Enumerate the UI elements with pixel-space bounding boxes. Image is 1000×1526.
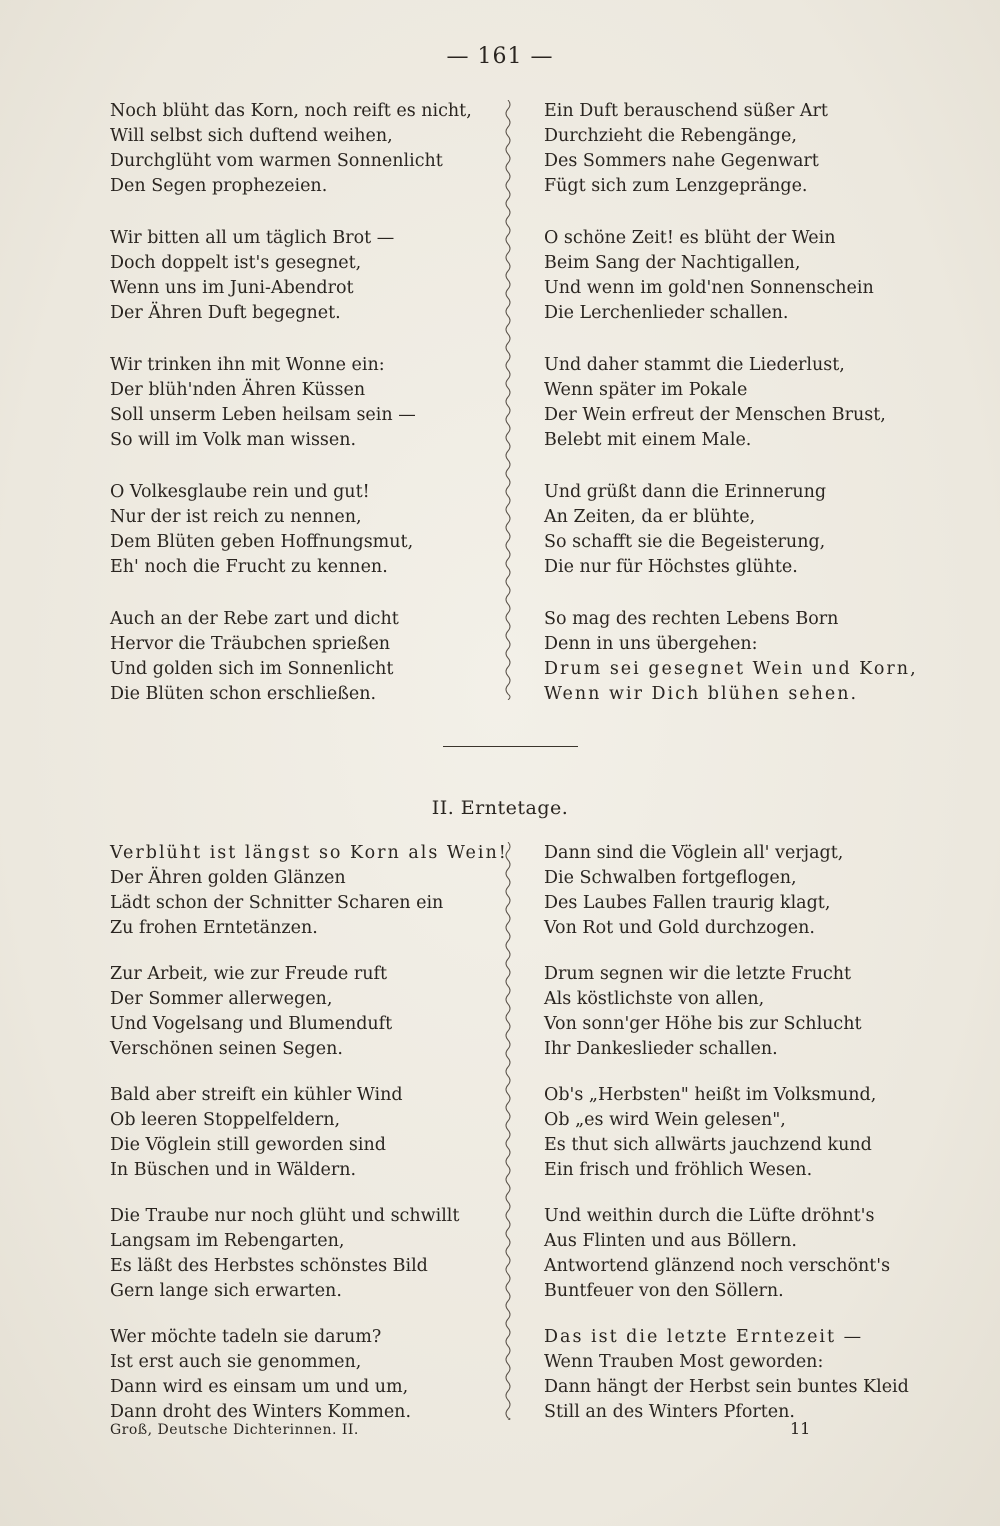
verse-line: Noch blüht das Korn, noch reift es nicht, bbox=[110, 101, 472, 121]
verse-line: Langsam im Rebengarten, bbox=[110, 1231, 345, 1251]
poem-part2-right-column bbox=[544, 841, 944, 1425]
verse-line: Ein Duft berauschend süßer Art bbox=[544, 101, 828, 121]
verse-line: Fügt sich zum Lenzgepränge. bbox=[544, 176, 808, 196]
stanza bbox=[110, 353, 502, 453]
verse-line: Denn in uns übergehen: bbox=[544, 634, 758, 654]
stanza bbox=[544, 607, 944, 707]
verse-line: Durchzieht die Rebengänge, bbox=[544, 126, 797, 146]
verse-line: Wer möchte tadeln sie darum? bbox=[110, 1327, 382, 1347]
verse-line: Des Sommers nahe Gegenwart bbox=[544, 151, 819, 171]
verse-line: Drum sei gesegnet Wein und Korn, bbox=[544, 659, 918, 679]
verse-line: Auch an der Rebe zart und dicht bbox=[110, 609, 399, 629]
verse-line: So will im Volk man wissen. bbox=[110, 430, 357, 450]
verse-line: Ein frisch und fröhlich Wesen. bbox=[544, 1160, 813, 1180]
verse-line: Und golden sich im Sonnenlicht bbox=[110, 659, 394, 679]
verse-line: Drum segnen wir die letzte Frucht bbox=[544, 964, 852, 984]
verse-line: Den Segen prophezeien. bbox=[110, 176, 328, 196]
verse-line: Durchglüht vom warmen Sonnenlicht bbox=[110, 151, 443, 171]
poem-part1-right-column bbox=[544, 99, 944, 707]
verse-line: Beim Sang der Nachtigallen, bbox=[544, 253, 801, 273]
verse-line: Belebt mit einem Male. bbox=[544, 430, 752, 450]
stanza bbox=[544, 1204, 944, 1304]
stanza bbox=[110, 962, 502, 1062]
verse-line: Wenn später im Pokale bbox=[544, 380, 748, 400]
verse-line: Der Ähren Duft begegnet. bbox=[110, 303, 341, 323]
stanza bbox=[544, 99, 944, 199]
verse-line: Will selbst sich duftend weihen, bbox=[110, 126, 393, 146]
verse-line: Doch doppelt ist's gesegnet, bbox=[110, 253, 362, 273]
verse-line: An Zeiten, da er blühte, bbox=[544, 507, 756, 527]
verse-line: Als köstlichste von allen, bbox=[544, 989, 765, 1009]
verse-line: Der Ähren golden Glänzen bbox=[110, 868, 346, 888]
verse-line: Dann droht des Winters Kommen. bbox=[110, 1402, 412, 1422]
verse-line: Die nur für Höchstes glühte. bbox=[544, 557, 798, 577]
verse-line: O Volkesglaube rein und gut! bbox=[110, 482, 370, 502]
stanza bbox=[110, 1325, 502, 1425]
verse-line: Und Vogelsang und Blumenduft bbox=[110, 1014, 393, 1034]
poem-part1-left-column bbox=[110, 99, 502, 707]
column-divider bbox=[498, 842, 518, 1420]
verse-line: Zur Arbeit, wie zur Freude ruft bbox=[110, 964, 387, 984]
verse-line: Dann hängt der Herbst sein buntes Kleid bbox=[544, 1377, 909, 1397]
verse-line: Es läßt des Herbstes schönstes Bild bbox=[110, 1256, 428, 1276]
verse-line: Ob „es wird Wein gelesen", bbox=[544, 1110, 786, 1130]
verse-line: Es thut sich allwärts jauchzend kund bbox=[544, 1135, 872, 1155]
verse-line: Die Lerchenlieder schallen. bbox=[544, 303, 789, 323]
verse-line: Ist erst auch sie genommen, bbox=[110, 1352, 362, 1372]
verse-line: Hervor die Träubchen sprießen bbox=[110, 634, 391, 654]
verse-line: Und wenn im gold'nen Sonnenschein bbox=[544, 278, 874, 298]
verse-line: Antwortend glänzend noch verschönt's bbox=[544, 1256, 891, 1276]
verse-line: Der Wein erfreut der Menschen Brust, bbox=[544, 405, 886, 425]
signature-mark: 11 bbox=[790, 1419, 811, 1438]
stanza bbox=[544, 480, 944, 580]
verse-line: Lädt schon der Schnitter Scharen ein bbox=[110, 893, 444, 913]
verse-line: Wenn uns im Juni-Abendrot bbox=[110, 278, 354, 298]
verse-line: Verblüht ist längst so Korn als Wein! bbox=[110, 843, 508, 863]
verse-line: So schafft sie die Begeisterung, bbox=[544, 532, 826, 552]
verse-line: Und grüßt dann die Erinnerung bbox=[544, 482, 827, 502]
verse-line: Eh' noch die Frucht zu kennen. bbox=[110, 557, 388, 577]
verse-line: So mag des rechten Lebens Born bbox=[544, 609, 839, 629]
verse-line: O schöne Zeit! es blüht der Wein bbox=[544, 228, 836, 248]
verse-line: Wir trinken ihn mit Wonne ein: bbox=[110, 355, 385, 375]
stanza bbox=[110, 99, 502, 199]
verse-line: Wenn wir Dich blühen sehen. bbox=[544, 684, 859, 704]
page-number: — 161 — bbox=[446, 44, 554, 69]
stanza bbox=[544, 1325, 944, 1425]
verse-line: Gern lange sich erwarten. bbox=[110, 1281, 342, 1301]
stanza bbox=[544, 841, 944, 941]
verse-line: Aus Flinten und aus Böllern. bbox=[544, 1231, 797, 1251]
verse-line: Und daher stammt die Liederlust, bbox=[544, 355, 845, 375]
verse-line: Dann sind die Vöglein all' verjagt, bbox=[544, 843, 844, 863]
verse-line: Ob's „Herbsten" heißt im Volksmund, bbox=[544, 1085, 877, 1105]
verse-line: Die Schwalben fortgeflogen, bbox=[544, 868, 797, 888]
footer-book-title: Groß, Deutsche Dichterinnen. II. bbox=[110, 1422, 359, 1438]
verse-line: Wenn Trauben Most geworden: bbox=[544, 1352, 824, 1372]
verse-line: Dem Blüten geben Hoffnungsmut, bbox=[110, 532, 414, 552]
column-divider bbox=[498, 100, 518, 700]
verse-line: Ihr Dankeslieder schallen. bbox=[544, 1039, 778, 1059]
stanza bbox=[544, 1083, 944, 1183]
verse-line: Dann wird es einsam um und um, bbox=[110, 1377, 409, 1397]
stanza bbox=[544, 353, 944, 453]
verse-line: Des Laubes Fallen traurig klagt, bbox=[544, 893, 831, 913]
verse-line: Soll unserm Leben heilsam sein — bbox=[110, 405, 416, 425]
stanza bbox=[110, 607, 502, 707]
verse-line: Buntfeuer von den Söllern. bbox=[544, 1281, 784, 1301]
section-title: II. Erntetage. bbox=[431, 797, 569, 819]
verse-line: Und weithin durch die Lüfte dröhnt's bbox=[544, 1206, 875, 1226]
verse-line: Die Blüten schon erschließen. bbox=[110, 684, 377, 704]
verse-line: Von sonn'ger Höhe bis zur Schlucht bbox=[544, 1014, 862, 1034]
stanza bbox=[110, 480, 502, 580]
stanza bbox=[544, 226, 944, 326]
verse-line: Zu frohen Erntetänzen. bbox=[110, 918, 318, 938]
verse-line: Das ist die letzte Erntezeit — bbox=[544, 1327, 864, 1347]
verse-line: Still an des Winters Pforten. bbox=[544, 1402, 795, 1422]
verse-line: Die Vöglein still geworden sind bbox=[110, 1135, 386, 1155]
section-divider-rule bbox=[443, 746, 578, 747]
stanza bbox=[110, 226, 502, 326]
stanza bbox=[110, 1204, 502, 1304]
stanza bbox=[110, 841, 508, 941]
verse-line: Wir bitten all um täglich Brot — bbox=[110, 228, 395, 248]
verse-line: Bald aber streift ein kühler Wind bbox=[110, 1085, 403, 1105]
verse-line: Verschönen seinen Segen. bbox=[110, 1039, 343, 1059]
verse-line: Ob leeren Stoppelfeldern, bbox=[110, 1110, 341, 1130]
verse-line: Von Rot und Gold durchzogen. bbox=[544, 918, 815, 938]
stanza bbox=[544, 962, 944, 1062]
poem-part2-left-column bbox=[110, 841, 508, 1425]
verse-line: In Büschen und in Wäldern. bbox=[110, 1160, 357, 1180]
verse-line: Der Sommer allerwegen, bbox=[110, 989, 333, 1009]
verse-line: Der blüh'nden Ähren Küssen bbox=[110, 380, 366, 400]
verse-line: Die Traube nur noch glüht und schwillt bbox=[110, 1206, 460, 1226]
verse-line: Nur der ist reich zu nennen, bbox=[110, 507, 362, 527]
stanza bbox=[110, 1083, 502, 1183]
